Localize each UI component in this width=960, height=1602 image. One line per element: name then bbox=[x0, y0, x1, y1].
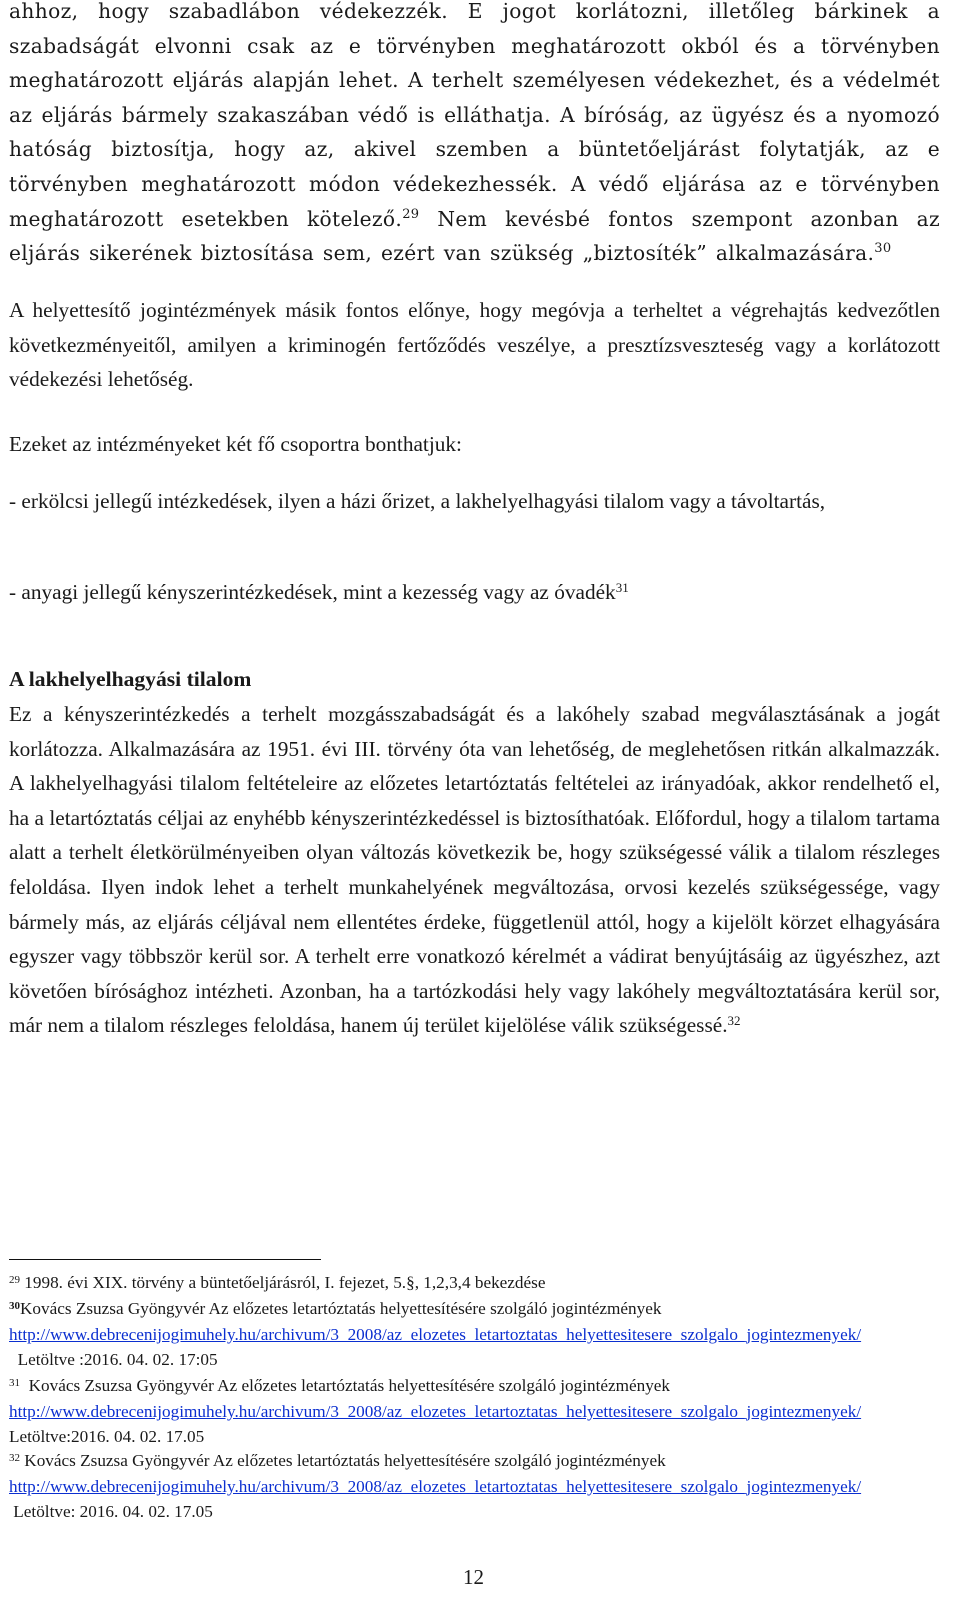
footnote-30-download: Letöltve :2016. 04. 02. 17:05 bbox=[9, 1350, 218, 1370]
footnote-31-download: Letöltve:2016. 04. 02. 17.05 bbox=[9, 1427, 205, 1447]
section-heading: A lakhelyelhagyási tilalom bbox=[9, 667, 252, 691]
paragraph-rights-text-b: Nem kevésbé fontos szempont azonban az eljárás sikerének biztosítása sem, ezért van szükség „biztosíték” alkalmazására. bbox=[9, 206, 941, 266]
footnote-30-link[interactable]: http://www.debrecenijogimuhely.hu/archivum/3_2008/az_elozetes_letartoztatas_helyettesitesere_szolgalo_jogintezmenyek/ bbox=[9, 1324, 862, 1344]
footnote-32 bbox=[9, 1448, 940, 1525]
paragraph-rights-text-a: ahhoz, hogy szabadlábon védekezzék. E jogot korlátozni, illetőleg bárkinek a szabadságát elvonni csak az e törvényben meghatározott okból és a törvényben meghatározott eljárás alapján lehet. A terhelt személyesen védekezhet, és a védelmét az eljárás bármely szakaszában védő is elláthatja. A bíróság, az ügyész és a nyomozó hatóság biztosítja, hogy az, akivel szemben a büntetőeljárást folytatják, az e törvényben meghatározott módon védekezhessék. A védő eljárása az e törvényben meghatározott esetekben kötelező. bbox=[9, 0, 940, 231]
footnote-ref-31[interactable]: 31 bbox=[615, 580, 629, 595]
footnote-31-number: 31 bbox=[9, 1377, 20, 1389]
footnote-ref-29[interactable]: 29 bbox=[402, 206, 420, 222]
paragraph-rights bbox=[9, 0, 940, 271]
paragraph-residence-ban bbox=[9, 697, 940, 1043]
list-item-material-measures bbox=[9, 575, 629, 610]
paragraph-advantages: A helyettesítő jogintézmények másik fontos előnye, hogy megóvja a terheltet a végrehajtás kedvezőtlen következményeitől, amilyen a kriminogén fertőződés veszélye, a presztízsveszteség vagy a korlátozott védekezési lehetőség. bbox=[9, 298, 940, 392]
footnote-30 bbox=[9, 1296, 940, 1373]
footnote-29-text: 1998. évi XIX. törvény a büntetőeljárásról, I. fejezet, 5.§, 1,2,3,4 bekezdése bbox=[24, 1273, 546, 1292]
footnote-32-download: Letöltve: 2016. 04. 02. 17.05 bbox=[9, 1502, 213, 1522]
footnote-31-text: Kovács Zsuzsa Gyöngyvér Az előzetes letartóztatás helyettesítésére szolgáló jogintézmények bbox=[20, 1376, 671, 1395]
footnote-31 bbox=[9, 1373, 940, 1450]
footnote-separator bbox=[9, 1259, 321, 1260]
list-item-moral-measures: - erkölcsi jellegű intézkedések, ilyen a házi őrizet, a lakhelyelhagyási tilalom vagy a távoltartás, bbox=[9, 489, 826, 513]
footnote-ref-30[interactable]: 30 bbox=[874, 241, 892, 257]
footnote-30-number: 30 bbox=[9, 1300, 20, 1312]
paragraph-residence-ban-text: Ez a kényszerintézkedés a terhelt mozgásszabadságát és a lakóhely szabad megválasztásának a jogát korlátozza. Alkalmazására az 1951. évi III. törvény óta van lehetőség, de meglehetősen ritkán alkalmazzák. A lakhelyelhagyási tilalom feltételeire az előzetes letartóztatás feltételei az irányadóak, akkor rendelhető el, ha a letartóztatás céljai az enyhébb kényszerintézkedéssel is biztosíthatóak. Előfordul, hogy a tilalom tartama alatt a terhelt életkörülményeiben olyan változás következik be, hogy szükségessé válik a tilalom részleges feloldása. Ilyen indok lehet a terhelt munkahelyének megváltozása, orvosi kezelés szükségessége, vagy bármely más, az eljárás céljával nem ellentétes érdeke, függetlenül attól, hogy a kijelölt körzet elhagyására egyszer vagy többször kerül sor. A terhelt erre vonatkozó kérelmét a vádirat benyújtásáig az ügyészhez, azt követően bírósághoz intézheti. Azonban, ha a tartózkodási hely vagy lakóhely megváltoztatására kerül sor, már nem a tilalom részleges feloldása, hanem új terület kijelölése válik szükségessé. bbox=[9, 702, 940, 1038]
footnote-29 bbox=[9, 1270, 940, 1296]
footnote-32-link[interactable]: http://www.debrecenijogimuhely.hu/archivum/3_2008/az_elozetes_letartoztatas_helyettesitesere_szolgalo_jogintezmenyek/ bbox=[9, 1476, 862, 1496]
footnote-31-link[interactable]: http://www.debrecenijogimuhely.hu/archivum/3_2008/az_elozetes_letartoztatas_helyettesitesere_szolgalo_jogintezmenyek/ bbox=[9, 1401, 862, 1421]
footnote-32-text: Kovács Zsuzsa Gyöngyvér Az előzetes letartóztatás helyettesítésére szolgáló jogintézmények bbox=[20, 1451, 666, 1470]
footnote-32-number: 32 bbox=[9, 1452, 20, 1464]
footnote-29-number: 29 bbox=[9, 1274, 20, 1286]
footnote-ref-32[interactable]: 32 bbox=[727, 1013, 741, 1029]
page-number: 12 bbox=[463, 1565, 484, 1589]
footnote-30-text: Kovács Zsuzsa Gyöngyvér Az előzetes letartóztatás helyettesítésére szolgáló jogintézmények bbox=[20, 1299, 662, 1318]
list-item-material-text: - anyagi jellegű kényszerintézkedések, mint a kezesség vagy az óvadék bbox=[9, 580, 616, 604]
paragraph-groups-intro: Ezeket az intézményeket két fő csoportra bonthatjuk: bbox=[9, 432, 462, 456]
